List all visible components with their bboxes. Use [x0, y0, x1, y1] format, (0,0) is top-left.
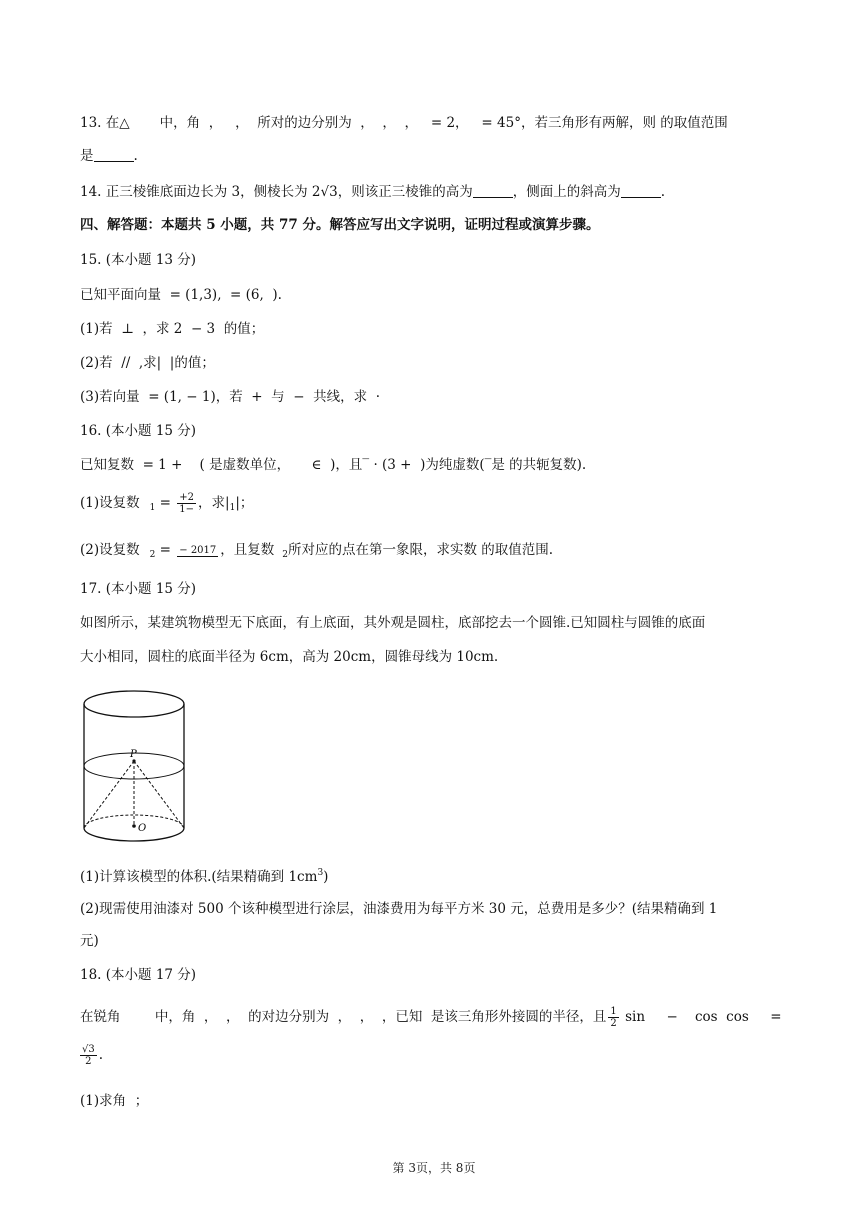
q14-line: 14. 正三棱锥底面边长为 3，侧棱长为 2√3，则该正三棱锥的高为 ，侧面上的斜高为 . — [80, 184, 666, 200]
q13-line2: 是 . — [80, 148, 138, 164]
section-heading: 四、解答题：本题共 5 小题，共 77 分。解答应写出文字说明，证明过程或演算步骤。 — [80, 217, 600, 233]
q17-stem-line1: 如图所示，某建筑物模型无下底面，有上底面，其外观是圆柱，底部挖去一个圆锥.已知圆柱与圆锥的底面 — [80, 615, 706, 631]
fraction: − 2017 — [179, 544, 217, 556]
q18-title: 18. (本小题 17 分) — [80, 967, 197, 983]
q15-stem: 已知平面向量 = (1,3), = (6, ). — [80, 287, 282, 303]
q16-part1: (1)设复数 $_1$ = $\frac{+2}{1-}$ ，求$|_1|$； — [80, 492, 254, 515]
q15-part3: (3)若向量 = (1, − 1)，若 + 与 − 共线，求 · — [80, 389, 381, 405]
q18-part1: (1)求角 ； — [80, 1093, 149, 1109]
answer-blank — [473, 183, 513, 198]
q15-part1: (1)若 ⊥ ，求 2 − 3 的值； — [80, 321, 265, 337]
fraction-half: $\frac{1}{2}$ — [610, 1006, 617, 1029]
q17-part2-line1: (2)现需使用油漆对 500 个该种模型进行涂层，油漆费用为每平方米 30 元，总费用是多少？(结果精确到 1 — [80, 901, 718, 917]
q17-title: 17. (本小题 15 分) — [80, 581, 197, 597]
q17-part2-line2: 元) — [80, 933, 99, 949]
q16-part2: (2)设复数 $_2$ = − 2017 ，且复数 $_2$所对应的点在第一象限，求实数 的取值范围. — [80, 542, 554, 560]
q15-part2: (2)若 // ,求| |的值； — [80, 355, 215, 371]
q18-rhs: $\frac{√3}{2}$ . — [82, 1044, 104, 1067]
q18-stem: 在锐角 中，角 ， ， 的对边分别为 ， ， ，已知 是该三角形外接圆的半径，且 $\frac{1}{2}$ sin − cos cos = — [80, 1006, 782, 1029]
point-label-p: P — [130, 749, 137, 760]
q15-title: 15. (本小题 13 分) — [80, 252, 197, 268]
q16-stem: 已知复数 = 1 + ( 是虚数单位， ∈ )，且‾ · (3 + )为纯虚数(‾是 的共轭复数). — [80, 457, 587, 473]
q17-part1: (1)计算该模型的体积.(结果精确到 $1cm^3$) — [80, 868, 329, 885]
q17-stem-line2: 大小相同，圆柱的底面半径为 6cm，高为 20cm，圆锥母线为 10cm. — [80, 649, 499, 665]
answer-blank — [621, 183, 661, 198]
point-label-o: O — [138, 823, 147, 834]
answer-blank — [94, 147, 134, 162]
page-footer: 第 3页，共 8页 — [392, 1161, 476, 1175]
cylinder-cone-figure — [78, 684, 198, 846]
fraction-sqrt3-over-2: $\frac{√3}{2}$ — [82, 1044, 95, 1067]
q16-title: 16. (本小题 15 分) — [80, 423, 197, 439]
q13-line1: 13. 在△ 中，角 ， ， 所对的边分别为 ， ， ， = 2， = 45°，若三角形有两解，则 的取值范围 — [80, 115, 728, 131]
fraction: $\frac{+2}{1-}$ — [179, 492, 195, 515]
